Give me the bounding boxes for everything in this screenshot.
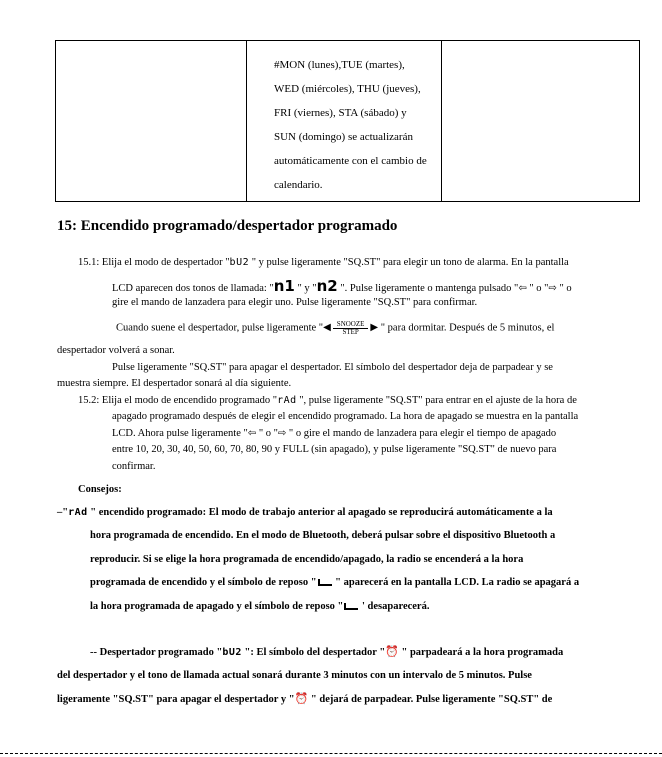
paragraph-line: LCD aparecen dos tonos de llamada: "n1 " y "n2 ". Pulse ligeramente o mantenga pulsado "⇦ " o "⇨ " o [112,277,572,295]
paragraph-line: apagado programado después de elegir el encendido programado. La hora de apagado se muestra en la pantalla [112,411,579,422]
paragraph-line: 15.1: Elija el modo de despertador "bU2 " y pulse ligeramente "SQ.ST" para elegir un tono de alarma. En la pantalla [78,257,569,268]
paragraph-line: muestra siempre. El despertador sonará al día siguiente. [57,378,292,389]
paragraph-line: Cuando suene el despertador, pulse ligeramente "◀ SNOOZE STEP ▶ " para dormitar. Después de 5 minutos, el [116,320,555,336]
paragraph-line: LCD. Ahora pulse ligeramente "⇦ " o "⇨ " o gire el mando de lanzadera para elegir el tiempo de apagado [112,428,557,439]
lcd-n1-symbol: n1 [273,277,295,295]
tip-line: reproducir. Si se elige la hora programada de encendido/apagado, la radio se encenderá a la hora [90,554,524,565]
paragraph-line: entre 10, 20, 30, 40, 50, 60, 70, 80, 90 y FULL (sin apagado), y pulse ligeramente "SQ.ST" de nuevo para [112,444,557,455]
tip-line: hora programada de encendido. En el modo de Bluetooth, deberá pulsar sobre el dispositivo Bluetooth a [90,530,556,541]
section-title: 15: Encendido programado/despertador programado [57,218,398,234]
info-table [55,40,640,202]
sleep-icon [318,579,332,586]
left-arrow-icon: ⇦ [518,283,527,294]
lcd-n2-symbol: n2 [316,277,338,295]
paragraph-line: despertador volverá a sonar. [57,345,175,356]
lcd-rad-symbol: rAd [277,395,297,406]
lcd-rad-symbol: rAd [68,507,88,518]
sleep-icon [344,603,358,610]
table-divider [246,41,247,201]
paragraph-line: confirmar. [112,461,156,472]
alarm-clock-icon: ⏰ [385,645,399,658]
right-arrow-icon: ⇨ [548,283,557,294]
play-right-icon: ▶ [370,322,379,334]
tip-line: programada de encendido y el símbolo de reposo " " aparecerá en la pantalla LCD. La radio se apagará a [90,577,580,588]
paragraph-line: Pulse ligeramente "SQ.ST" para apagar el despertador. El símbolo del despertador deja de parpadear y se [112,362,553,373]
tip-line: del despertador y el tono de llamada actual sonará durante 3 minutos con un intervalo de 5 minutos. Pulse [57,670,532,681]
tip-line: –"rAd " encendido programado: El modo de trabajo anterior al apagado se reproducirá automáticamente a la [57,507,553,518]
tip-line: ligeramente "SQ.ST" para apagar el despertador y "⏰ " dejará de parpadear. Pulse ligeramente "SQ.ST" de [57,692,553,705]
paragraph-line: 15.2: Elija el modo de encendido programado "rAd ", pulse ligeramente "SQ.ST" para entrar en el ajuste de la hora de [78,395,577,406]
alarm-clock-icon: ⏰ [294,692,309,705]
table-cell-weekdays: #MON (lunes),TUE (martes), WED (miércoles), THU (jueves), FRI (viernes), STA (sábado) y SUN (domingo) se actualizarán automáticamente con el cambio de calendario. [274,59,427,191]
snooze-step-icon: SNOOZE STEP [333,320,369,336]
page-bottom-rule [0,753,662,754]
tip-line: la hora programada de apagado y el símbolo de reposo " ' desaparecerá. [90,601,430,612]
tip-line: -- Despertador programado "bU2 ": El símbolo del despertador "⏰ " parpadeará a la hora programada [90,645,564,658]
left-arrow-icon: ⇦ [247,428,257,439]
play-left-icon: ◀ [323,322,331,334]
right-arrow-icon: ⇨ [277,428,287,439]
lcd-bud-symbol: bU2 [222,647,242,658]
paragraph-line: gire el mando de lanzadera para elegir uno. Pulse ligeramente "SQ.ST" para confirmar. [112,297,478,308]
tips-heading: Consejos: [78,484,122,495]
lcd-bud-symbol: bU2 [229,257,250,268]
